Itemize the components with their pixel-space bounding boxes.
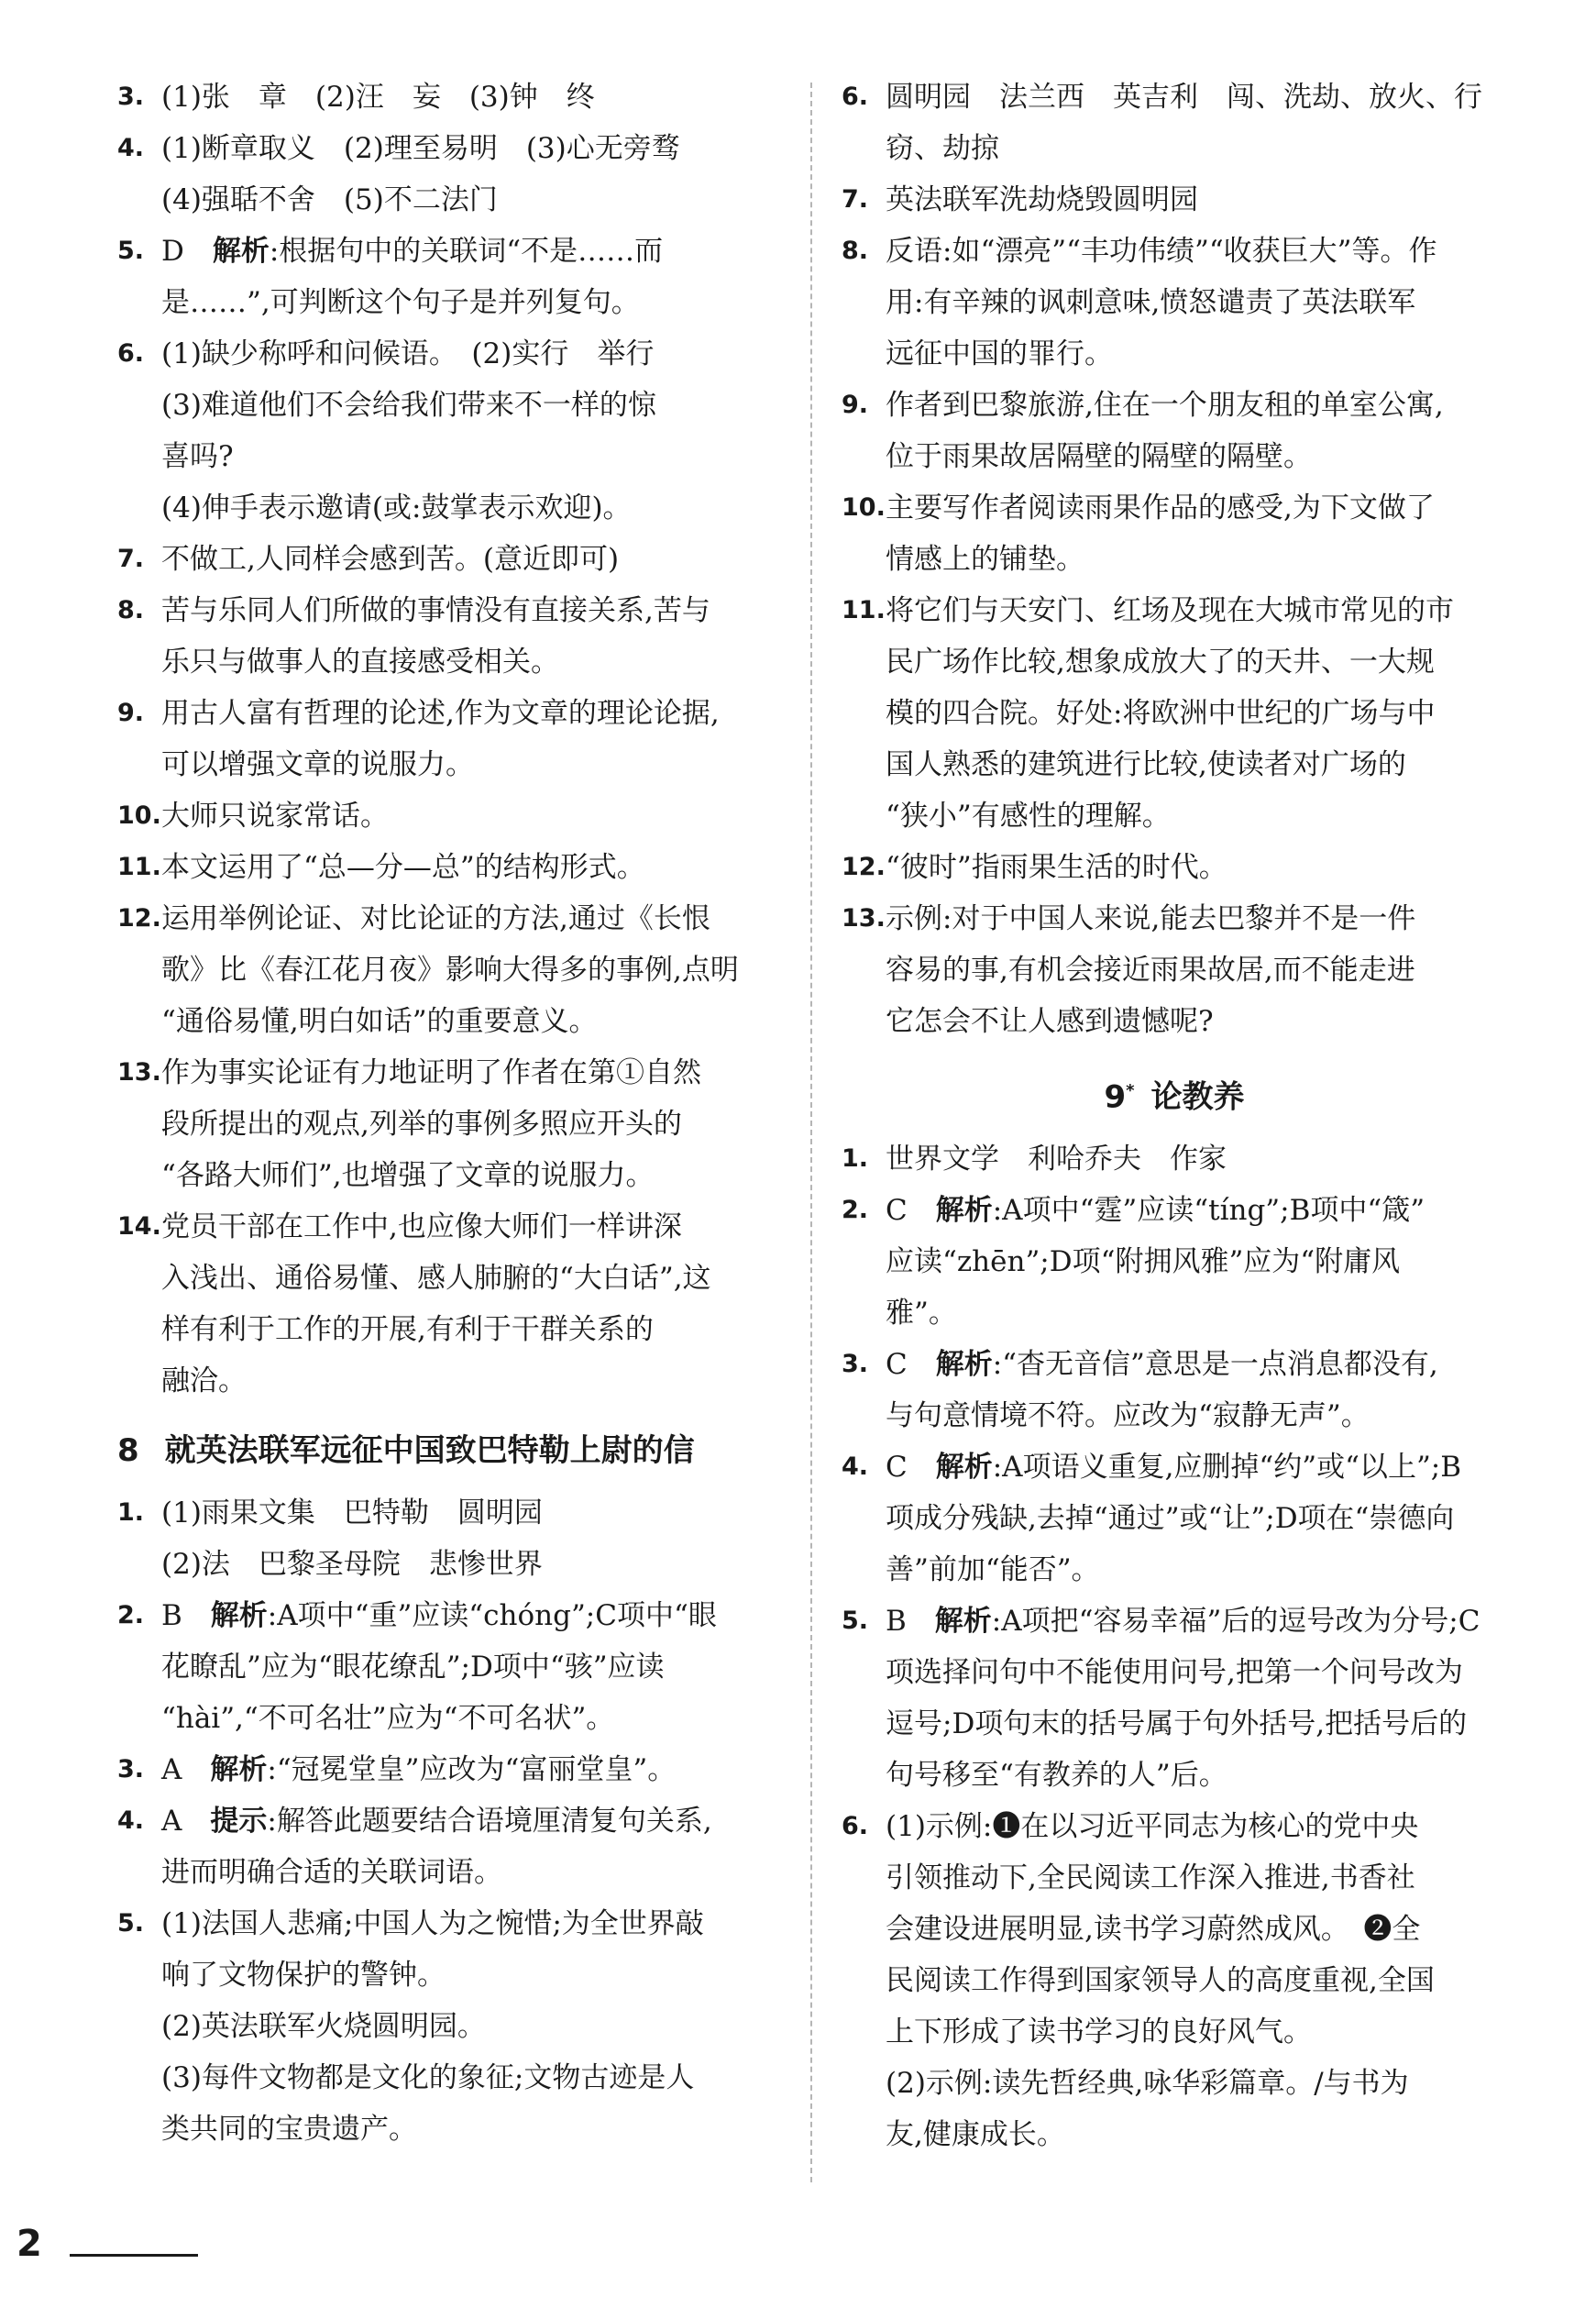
answer-line: 窃、劫掠	[886, 132, 999, 165]
section-title: 就英法联军远征中国致巴特勒上尉的信	[164, 1432, 695, 1469]
answer-line: 国人熟悉的建筑进行比较,使读者对广场的	[886, 748, 1406, 781]
answer-line: 会建设进展明显,读书学习蔚然成风。 ❷全	[886, 1913, 1421, 1947]
analysis-label: 解析	[935, 1194, 993, 1228]
answer-line: 雅”。	[886, 1297, 957, 1331]
answer-line: 逗号;D项句末的括号属于句外括号,把括号后的	[886, 1707, 1468, 1741]
answer-line: 苦与乐同人们所做的事情没有直接关系,苦与	[161, 594, 710, 627]
answer-number: 2.	[842, 1196, 869, 1225]
answer-line: 本文运用了“总—分—总”的结构形式。	[161, 851, 645, 884]
answer-line: B 解析:A项中“重”应读“chóng”;C项中“眼	[161, 1599, 717, 1632]
answer-line: 项选择问句中不能使用问号,把第一个问号改为	[886, 1656, 1463, 1690]
answer-line: 上下形成了读书学习的良好风气。	[886, 2015, 1312, 2049]
answer-number: 6.	[842, 1812, 869, 1841]
answer-number: 5.	[842, 1607, 869, 1636]
optional-marker: *	[1126, 1081, 1135, 1100]
answer-item	[117, 1744, 787, 1795]
answer-line: (1)缺少称呼和问候语。 (2)实行 举行	[161, 337, 655, 370]
section-heading	[117, 1425, 787, 1476]
left-column	[117, 72, 787, 2155]
analysis-label: 解析	[934, 1605, 992, 1639]
answer-line: (1)示例:❶在以习近平同志为核心的党中央	[886, 1810, 1419, 1844]
answer-item	[117, 1487, 787, 1590]
answer-line: 英法联军洗劫烧毁圆明园	[886, 183, 1198, 216]
answer-line: 作者到巴黎旅游,住在一个朋友租的单室公寓,	[886, 389, 1444, 422]
answer-number: 10.	[842, 493, 886, 522]
analysis-label: 解析	[935, 1451, 993, 1485]
answer-line: (4)强聒不舍 (5)不二法门	[161, 183, 498, 216]
answer-line: 应读“zhēn”;D项“附拥风雅”应为“附庸风	[886, 1245, 1401, 1279]
answer-line: 与句意情境不符。应改为“寂静无声”。	[886, 1399, 1370, 1433]
analysis-label: 提示	[210, 1805, 268, 1838]
answer-line: 反语:如“漂亮”“丰功伟绩”“收获巨大”等。作	[886, 235, 1437, 268]
answer-line: 情感上的铺垫。	[886, 543, 1084, 576]
answer-line: 运用举例论证、对比论证的方法,通过《长恨	[161, 902, 710, 935]
page-number-rule	[70, 2254, 198, 2257]
answer-line: (1)张 章 (2)汪 妄 (3)钟 终	[161, 81, 595, 114]
answer-line: (1)断章取义 (2)理至易明 (3)心无旁骛	[161, 132, 680, 165]
answer-number: 2.	[117, 1601, 145, 1629]
answer-number: 1.	[842, 1144, 869, 1174]
answer-line: (2)示例:读先哲经典,咏华彩篇章。/与书为	[886, 2067, 1409, 2101]
answer-line: 位于雨果故居隔壁的隔壁的隔壁。	[886, 440, 1312, 473]
answer-line: 句号移至“有教养的人”后。	[886, 1759, 1227, 1793]
answer-number: 6.	[842, 83, 869, 111]
section-title: 论教养	[1150, 1078, 1245, 1116]
answer-line: “彼时”指雨果生活的时代。	[886, 851, 1227, 884]
answer-number: 1.	[117, 1498, 145, 1527]
answer-line: 它怎会不让人感到遗憾呢?	[886, 1005, 1214, 1038]
column-divider	[810, 83, 812, 2182]
answer-number: 8.	[117, 596, 145, 624]
answer-item	[117, 790, 787, 842]
answer-number: 5.	[117, 237, 145, 265]
answer-number: 3.	[117, 1755, 145, 1783]
answer-line: 用古人富有哲理的论述,作为文章的理论论据,	[161, 697, 720, 730]
answer-line: 是……”,可判断这个句子是并列复句。	[161, 286, 640, 319]
answer-line: C 解析:A项语义重复,应删掉“约”或“以上”;B	[886, 1451, 1462, 1485]
page-number: 2	[17, 2223, 42, 2265]
answer-item	[117, 1201, 787, 1407]
answer-line: 可以增强文章的说服力。	[161, 748, 474, 781]
answer-line: 融洽。	[161, 1364, 247, 1397]
answer-item	[842, 893, 1507, 1047]
answer-number: 4.	[117, 1806, 145, 1835]
answer-number: 6.	[117, 339, 145, 368]
answer-item	[842, 1801, 1507, 2160]
answer-line: 民阅读工作得到国家领导人的高度重视,全国	[886, 1964, 1435, 1998]
answer-item	[842, 380, 1507, 482]
answer-line: 世界文学 利哈乔夫 作家	[886, 1143, 1227, 1176]
answer-line: 示例:对于中国人来说,能去巴黎并不是一件	[886, 902, 1416, 935]
section-number: 9	[1104, 1078, 1127, 1116]
answer-item	[117, 1898, 787, 2155]
answer-line: “hài”,“不可名壮”应为“不可名状”。	[161, 1702, 615, 1735]
answer-number: 3.	[842, 1350, 869, 1379]
answer-item	[117, 688, 787, 790]
answer-number: 4.	[842, 1452, 869, 1482]
answer-line: (1)法国人悲痛;中国人为之惋惜;为全世界敲	[161, 1907, 704, 1940]
answer-item	[117, 893, 787, 1047]
analysis-label: 解析	[210, 1753, 268, 1786]
answer-line: 引领推动下,全民阅读工作深入推进,书香社	[886, 1861, 1415, 1895]
answer-line: (2)法 巴黎圣母院 悲惨世界	[161, 1548, 543, 1581]
answer-item	[842, 585, 1507, 842]
answer-line: D 解析:根据句中的关联词“不是……而	[161, 235, 664, 268]
answer-number: 9.	[842, 391, 869, 419]
answer-line: 不做工,人同样会感到苦。(意近即可)	[161, 543, 620, 576]
answer-item	[117, 72, 787, 123]
answer-line: 喜吗?	[161, 440, 234, 473]
answer-number: 11.	[117, 853, 161, 881]
analysis-label: 解析	[935, 1348, 993, 1382]
answer-line: 远征中国的罪行。	[886, 337, 1113, 370]
answer-number: 12.	[117, 904, 161, 933]
answer-line: C 解析:“杳无音信”意思是一点消息都没有,	[886, 1348, 1438, 1382]
answer-line: 用:有辛辣的讽刺意味,愤怒谴责了英法联军	[886, 286, 1416, 319]
answer-line: 入浅出、通俗易懂、感人肺腑的“大白话”,这	[161, 1262, 711, 1295]
answer-line: (1)雨果文集 巴特勒 圆明园	[161, 1496, 543, 1529]
answer-number: 12.	[842, 853, 886, 881]
answer-line: A 提示:解答此题要结合语境厘清复句关系,	[161, 1805, 712, 1838]
answer-line: “通俗易懂,明白如话”的重要意义。	[161, 1005, 598, 1038]
answer-item	[117, 328, 787, 534]
answer-item	[117, 842, 787, 893]
answer-line: B 解析:A项把“容易幸福”后的逗号改为分号;C	[886, 1605, 1480, 1639]
answer-line: 民广场作比较,想象成放大了的天井、一大规	[886, 646, 1435, 679]
answer-item	[842, 1441, 1507, 1596]
answer-line: (2)英法联军火烧圆明园。	[161, 2010, 486, 2043]
answer-line: “各路大师们”,也增强了文章的说服力。	[161, 1159, 655, 1192]
answer-number: 13.	[842, 904, 886, 933]
answer-list	[117, 1487, 787, 2155]
answer-line: 大师只说家常话。	[161, 800, 389, 833]
answer-item	[842, 1185, 1507, 1339]
section-number: 8	[117, 1432, 139, 1469]
answer-line: 圆明园 法兰西 英吉利 闯、洗劫、放火、行	[886, 81, 1482, 114]
answer-number: 4.	[117, 134, 145, 162]
answer-number: 9.	[117, 699, 145, 727]
answer-item	[842, 226, 1507, 380]
answer-line: 主要写作者阅读雨果作品的感受,为下文做了	[886, 491, 1435, 525]
answer-item	[842, 1339, 1507, 1441]
answer-line: 段所提出的观点,列举的事例多照应开头的	[161, 1108, 682, 1141]
section-heading	[842, 1066, 1507, 1122]
answer-number: 13.	[117, 1058, 161, 1087]
answer-line: 容易的事,有机会接近雨果故居,而不能走进	[886, 954, 1415, 987]
answer-item	[117, 585, 787, 688]
answer-line: 歌》比《春江花月夜》影响大得多的事例,点明	[161, 954, 739, 987]
answer-number: 7.	[117, 545, 145, 573]
answer-line: (4)伸手表示邀请(或:鼓掌表示欢迎)。	[161, 491, 632, 525]
right-column	[842, 72, 1507, 2160]
answer-line: 进而明确合适的关联词语。	[161, 1856, 502, 1889]
answer-item	[117, 123, 787, 226]
answer-line: 善”前加“能否”。	[886, 1553, 1100, 1587]
answer-number: 8.	[842, 237, 869, 265]
answer-item	[117, 534, 787, 585]
answer-item	[117, 1795, 787, 1898]
answer-line: 项成分残缺,去掉“通过”或“让”;D项在“崇德向	[886, 1502, 1455, 1536]
answer-line: 类共同的宝贵遗产。	[161, 2113, 417, 2146]
answer-line: 模的四合院。好处:将欧洲中世纪的广场与中	[886, 697, 1436, 730]
answer-number: 5.	[117, 1909, 145, 1938]
answer-line: 乐只与做事人的直接感受相关。	[161, 646, 559, 679]
answer-line: 响了文物保护的警钟。	[161, 1959, 446, 1992]
answer-list	[842, 1133, 1507, 2160]
answer-line: (3)每件文物都是文化的象征;文物古迹是人	[161, 2061, 695, 2094]
answer-line: 作为事实论证有力地证明了作者在第①自然	[161, 1056, 701, 1089]
analysis-label: 解析	[210, 1599, 268, 1632]
answer-line: A 解析:“冠冕堂皇”应改为“富丽堂皇”。	[161, 1753, 677, 1786]
answer-item	[842, 1133, 1507, 1185]
answer-number: 7.	[842, 185, 869, 214]
answer-list	[842, 72, 1507, 1047]
answer-line: C 解析:A项中“霆”应读“tíng”;B项中“箴”	[886, 1194, 1425, 1228]
answer-line: 将它们与天安门、红场及现在大城市常见的市	[886, 594, 1454, 627]
analysis-label: 解析	[212, 235, 270, 268]
answer-line: 花瞭乱”应为“眼花缭乱”;D项中“骇”应读	[161, 1651, 665, 1684]
answer-line: 党员干部在工作中,也应像大师们一样讲深	[161, 1210, 682, 1243]
answer-item	[842, 174, 1507, 226]
answer-number: 3.	[117, 83, 145, 111]
answer-line: 样有利于工作的开展,有利于干群关系的	[161, 1313, 654, 1346]
answer-item	[117, 226, 787, 328]
answer-line: 友,健康成长。	[886, 2118, 1065, 2152]
answer-item	[842, 842, 1507, 893]
answer-line: (3)难道他们不会给我们带来不一样的惊	[161, 389, 656, 422]
answer-list	[117, 72, 787, 1407]
answer-item	[842, 72, 1507, 174]
answer-number: 11.	[842, 596, 886, 624]
answer-item	[842, 482, 1507, 585]
answer-item	[117, 1047, 787, 1201]
answer-line: “狭小”有感性的理解。	[886, 800, 1171, 833]
answer-item	[842, 1596, 1507, 1801]
answer-number: 14.	[117, 1212, 161, 1241]
answer-item	[117, 1590, 787, 1744]
answer-number: 10.	[117, 801, 161, 830]
